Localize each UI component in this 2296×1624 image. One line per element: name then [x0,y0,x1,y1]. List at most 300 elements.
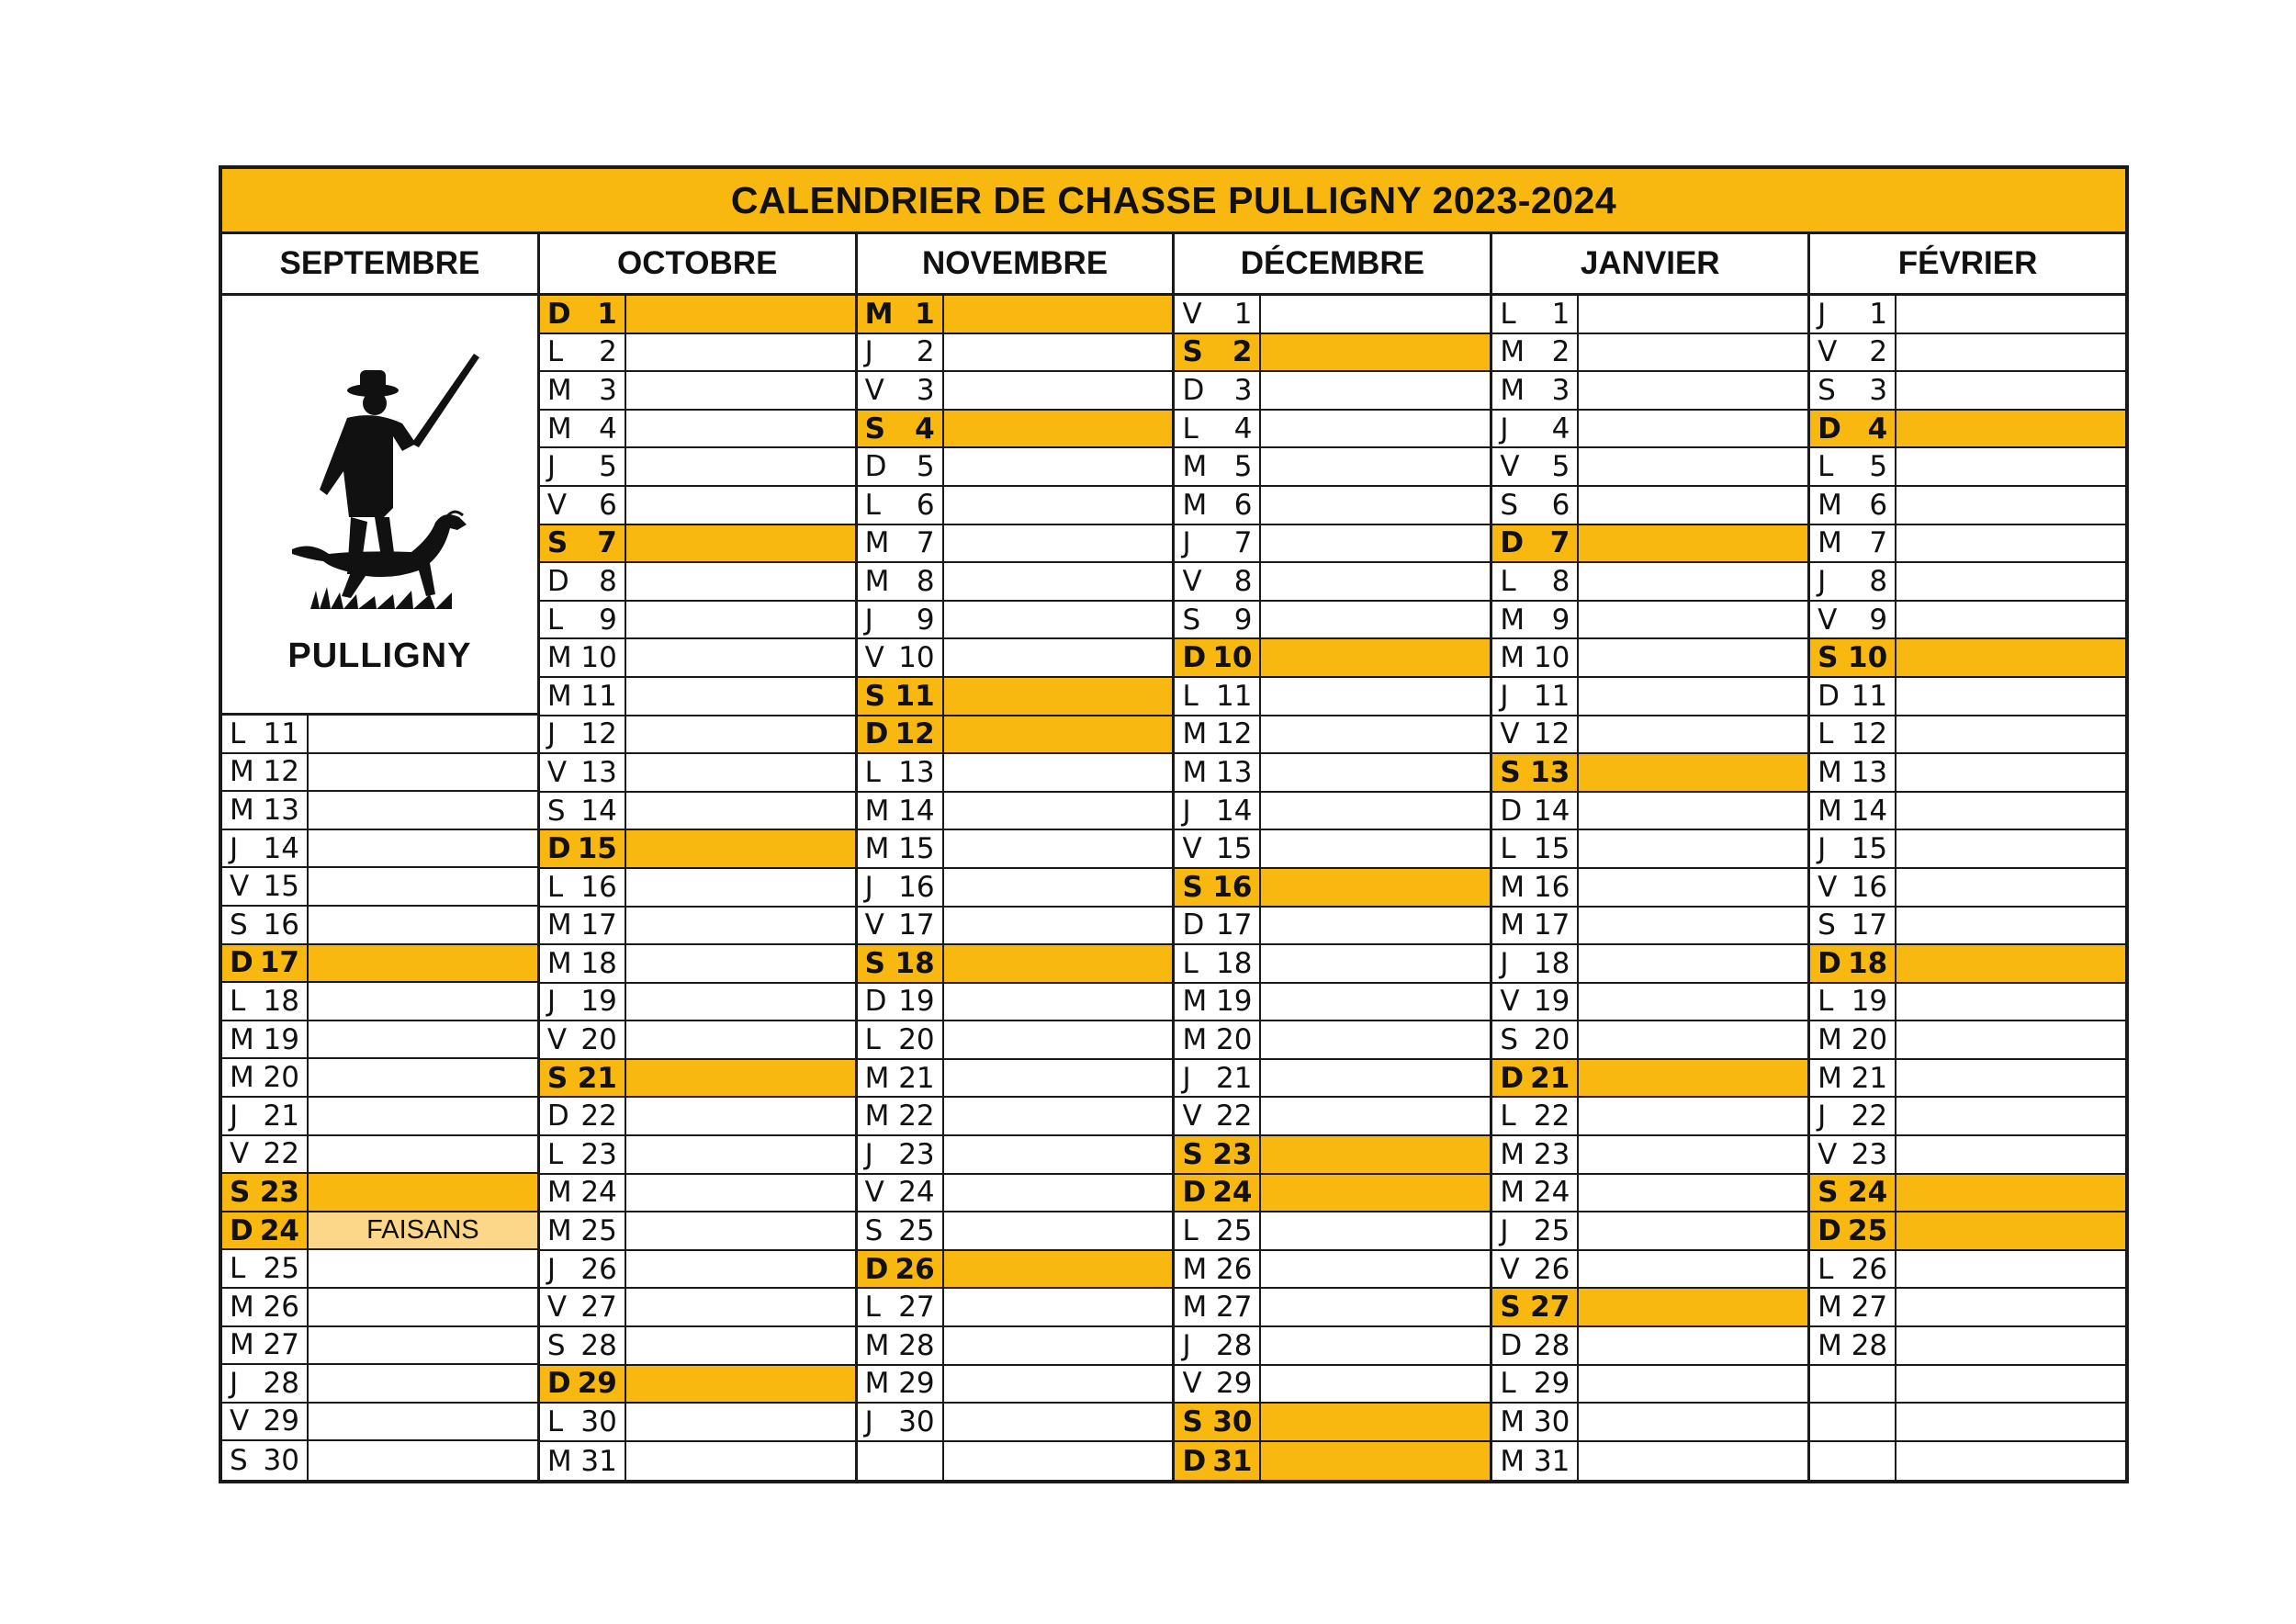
day-row [858,754,1173,793]
day-number: 12 [580,717,617,751]
day-row [858,563,1173,602]
day-row [1810,1060,2125,1099]
day-number: 8 [1551,564,1570,598]
weekday-letter: D [1500,794,1523,828]
day-note [626,754,855,791]
day-row [858,639,1173,678]
day-note [309,1098,537,1134]
day-number: 21 [263,1099,299,1133]
month-header-1: OCTOBRE [540,234,858,293]
day-cell [1492,830,1579,867]
day-row [1810,1289,2125,1327]
day-cell [1175,1060,1261,1097]
day-note [1579,1442,1807,1481]
day-note [626,830,855,867]
day-number: 13 [898,755,935,789]
month-header-0: SEPTEMBRE [222,234,540,293]
day-note [944,830,1173,867]
day-cell [858,1289,944,1325]
day-number: 10 [1533,641,1570,675]
day-number: 30 [263,1444,299,1478]
day-number: 17 [1216,908,1253,942]
day-row [858,716,1173,755]
day-note [1896,793,2125,829]
day-row [858,793,1173,831]
day-cell [858,1404,944,1440]
day-number: 29 [263,1404,299,1438]
weekday-letter: S [864,412,885,445]
day-number: 17 [898,908,935,942]
day-note [1896,984,2125,1021]
day-number: 29 [1216,1367,1253,1401]
day-note [944,1404,1173,1440]
weekday-letter: S [546,1061,568,1095]
day-number: 26 [895,1252,935,1286]
day-row [222,1021,537,1060]
day-row [1492,411,1807,449]
weekday-letter: D [864,985,887,1019]
day-note [1579,563,1807,600]
day-cell [1175,1098,1261,1134]
day-number: 11 [263,716,299,750]
day-cell [1810,1327,1896,1364]
day-row [1492,945,1807,984]
logo-text: PULLIGNY [287,636,472,675]
weekday-letter: L [864,1023,881,1057]
day-cell [1492,1136,1579,1173]
month-header-4: JANVIER [1492,234,1810,293]
day-number: 16 [263,908,299,942]
day-row [1810,296,2125,334]
day-cell [1810,678,1896,715]
day-row [1810,1251,2125,1290]
day-row [858,334,1173,373]
day-row [1175,793,1490,831]
day-cell [540,1366,626,1403]
day-number: 17 [580,908,617,942]
day-cell [1175,602,1261,638]
weekday-letter: V [546,488,568,522]
day-cell [1175,639,1261,676]
day-note [1579,411,1807,447]
weekday-letter: J [1818,564,1827,598]
day-note [1261,563,1490,600]
weekday-letter: D [1182,373,1205,407]
day-cell [1492,602,1579,638]
day-cell [858,1098,944,1134]
day-note [1579,1327,1807,1364]
day-row [1810,793,2125,831]
day-note [944,869,1173,906]
day-row [1175,296,1490,334]
weekday-letter: M [1500,373,1525,407]
day-note [944,1175,1173,1212]
day-note [1896,411,2125,447]
weekday-letter: M [230,1290,254,1324]
weekday-letter: J [864,603,873,637]
day-number: 21 [898,1061,935,1095]
day-cell [1810,1289,1896,1325]
month-column [222,296,540,1480]
weekday-letter: J [1500,412,1509,445]
day-row [540,1289,855,1327]
day-note [626,869,855,906]
day-row [540,945,855,984]
weekday-letter: L [1818,717,1834,751]
day-note [1896,908,2125,944]
weekday-letter: V [1182,1100,1202,1133]
weekday-letter: M [1818,488,1842,522]
day-note [1261,869,1490,906]
day-row [1810,602,2125,640]
day-number: 24 [580,1176,617,1210]
day-note [1579,639,1807,676]
day-cell [540,1212,626,1249]
day-row [1810,1366,2125,1404]
day-cell [1810,487,1896,524]
day-cell [1175,1289,1261,1325]
day-note [626,1251,855,1288]
day-note [1579,334,1807,371]
weekday-letter: M [1500,1137,1525,1171]
day-cell [222,1021,309,1058]
day-note [944,1327,1173,1364]
day-cell [1175,1021,1261,1058]
day-note [1579,869,1807,906]
day-row [1175,1021,1490,1060]
weekday-letter: M [1500,908,1525,942]
day-note [944,334,1173,371]
day-row [1810,984,2125,1022]
day-number: 1 [597,297,617,331]
day-row [1175,1404,1490,1442]
weekday-letter: V [546,755,568,789]
day-note [944,602,1173,638]
weekday-letter: M [1182,1252,1208,1286]
day-number: 23 [580,1137,617,1171]
day-number: 13 [1851,755,1888,789]
day-note [626,678,855,715]
day-number: 11 [1216,679,1253,713]
day-cell [1175,754,1261,791]
weekday-letter: M [864,297,894,331]
day-cell [540,754,626,791]
day-cell [540,1060,626,1097]
day-note [1261,525,1490,562]
day-row [858,1060,1173,1099]
day-number: 26 [1851,1252,1888,1286]
day-row [858,945,1173,984]
weekday-letter: M [1818,1291,1842,1325]
day-note [626,1021,855,1058]
day-number: 24 [898,1176,935,1210]
day-cell [1492,1175,1579,1212]
weekday-letter: S [864,946,885,980]
day-number: 3 [1869,373,1888,407]
day-row [1492,372,1807,411]
day-cell [1175,1366,1261,1403]
day-cell [1175,1327,1261,1364]
day-number: 1 [1869,297,1888,331]
day-note [309,1327,537,1364]
weekday-letter: L [1818,450,1834,484]
weekday-letter: J [1500,1214,1509,1248]
day-cell [540,830,626,867]
day-note [626,1175,855,1212]
weekday-letter: M [864,1367,890,1401]
day-number: 1 [1233,297,1253,331]
day-note [1896,487,2125,524]
day-row [540,1442,855,1481]
day-row [858,908,1173,946]
day-row [540,525,855,564]
day-row [540,1366,855,1404]
weekday-letter: L [1182,679,1199,713]
day-number: 6 [1233,488,1253,522]
weekday-letter: S [1818,908,1836,942]
day-number: 22 [580,1100,617,1133]
day-note [1896,1021,2125,1058]
day-number: 28 [580,1328,617,1362]
day-cell [1175,908,1261,944]
day-row [1492,334,1807,373]
day-note [1261,487,1490,524]
day-note [626,411,855,447]
day-number: 1 [1551,297,1570,331]
day-note [1579,1404,1807,1440]
day-note [626,1136,855,1173]
day-cell [1492,411,1579,447]
weekday-letter: L [1500,832,1516,866]
day-note [1896,372,2125,409]
day-note [944,1251,1173,1288]
weekday-letter: D [230,946,253,980]
day-number: 30 [1212,1405,1253,1439]
day-number: 23 [1212,1137,1253,1171]
weekday-letter: J [546,450,556,484]
weekday-letter: V [546,1291,568,1325]
day-cell [858,334,944,371]
day-row [1175,1251,1490,1290]
day-cell [1810,1442,1896,1481]
weekday-letter: L [230,1252,246,1286]
day-row [858,1021,1173,1060]
day-row [1175,1212,1490,1251]
day-note [1579,793,1807,829]
day-row [1810,1136,2125,1175]
weekday-letter: M [546,679,572,713]
day-number: 16 [898,870,935,904]
day-cell [1492,1442,1579,1481]
day-row [1492,869,1807,908]
day-row [540,1098,855,1136]
day-row [1810,563,2125,602]
day-cell [1492,563,1579,600]
day-cell [1175,716,1261,753]
day-note [309,830,537,867]
day-note [626,1098,855,1134]
day-row [540,1021,855,1060]
day-row [1175,563,1490,602]
weekday-letter: S [1500,488,1518,522]
day-note [944,296,1173,333]
day-row [1492,793,1807,831]
day-number: 20 [898,1023,935,1057]
day-number: 6 [599,488,617,522]
day-number: 11 [1851,679,1888,713]
day-note [626,1404,855,1440]
day-note [1579,1175,1807,1212]
day-number: 22 [1851,1100,1888,1133]
day-cell [1492,1098,1579,1134]
weekday-letter: M [864,794,890,828]
day-number: 16 [1851,870,1888,904]
weekday-letter: S [230,908,248,942]
day-row [1175,525,1490,564]
day-note [1896,1175,2125,1212]
day-number: 20 [1216,1023,1253,1057]
weekday-letter: M [1818,794,1842,828]
day-note [944,793,1173,829]
day-note [1261,793,1490,829]
day-cell [1810,1136,1896,1173]
day-number: 20 [1533,1023,1570,1057]
weekday-letter: V [1500,1252,1520,1286]
weekday-letter: M [1500,870,1525,904]
day-cell [1175,984,1261,1021]
day-note [1579,830,1807,867]
day-number: 21 [1530,1061,1570,1095]
day-cell [1492,372,1579,409]
day-cell [1175,1251,1261,1288]
weekday-letter: M [546,946,572,980]
day-cell [540,296,626,333]
day-note [1579,678,1807,715]
day-cell [540,1289,626,1325]
weekday-letter: M [1182,488,1208,522]
day-number: 20 [1851,1023,1888,1057]
day-number: 21 [1851,1061,1888,1095]
day-note [1261,296,1490,333]
day-cell [858,411,944,447]
weekday-letter: M [864,1061,890,1095]
day-number: 6 [1869,488,1888,522]
day-note [309,1021,537,1058]
day-note [944,1021,1173,1058]
day-row [540,1060,855,1099]
day-cell [1492,1289,1579,1325]
day-cell [1810,334,1896,371]
day-row [1175,908,1490,946]
day-number: 4 [1233,412,1253,445]
day-cell [1175,945,1261,982]
weekday-letter: D [546,564,569,598]
day-number: 7 [1869,526,1888,560]
day-row [222,1098,537,1136]
day-number: 27 [898,1291,935,1325]
day-note [1896,334,2125,371]
day-note [1896,1442,2125,1481]
day-note [1896,1366,2125,1403]
day-row [1175,869,1490,908]
day-cell [222,1250,309,1287]
day-note [309,716,537,752]
day-row [540,639,855,678]
day-note [1896,1136,2125,1173]
day-note [1261,411,1490,447]
day-row [858,525,1173,564]
weekday-letter: M [864,526,890,560]
weekday-letter: J [1182,526,1191,560]
day-note [1896,945,2125,982]
day-cell [1175,1212,1261,1249]
day-cell [1175,1175,1261,1212]
day-note [1261,334,1490,371]
day-cell [540,525,626,562]
day-cell [858,793,944,829]
weekday-letter: M [1818,1023,1842,1057]
day-cell [1492,869,1579,906]
day-number: 21 [1216,1061,1253,1095]
club-logo [222,296,537,716]
day-number: 12 [1533,717,1570,751]
day-number: 2 [599,335,617,369]
day-row [540,334,855,373]
weekday-letter: L [1182,946,1199,980]
day-cell [222,945,309,982]
day-row [1175,830,1490,869]
day-cell [222,983,309,1020]
day-number: 10 [1212,641,1253,675]
day-cell [858,869,944,906]
day-note [309,1441,537,1480]
day-cell [222,830,309,867]
day-cell [1810,1212,1896,1249]
day-row [1492,908,1807,946]
day-row [1175,411,1490,449]
weekday-letter: S [546,794,566,828]
day-number: 11 [580,679,617,713]
weekday-letter: J [1182,1328,1191,1362]
day-number: 30 [1533,1405,1570,1439]
day-cell [222,1441,309,1480]
weekday-letter: V [1500,985,1520,1019]
day-note [1261,1021,1490,1058]
day-note [1896,716,2125,753]
day-number: 11 [1533,679,1570,713]
day-cell [222,1136,309,1173]
day-note [1579,1212,1807,1249]
day-row [858,869,1173,908]
day-row [222,868,537,907]
weekday-letter: V [1500,450,1520,484]
day-row [222,830,537,869]
day-cell [1492,984,1579,1021]
day-number: 26 [580,1252,617,1286]
day-number: 3 [1551,373,1570,407]
day-cell [858,448,944,485]
day-row [1175,945,1490,984]
day-number: 28 [1216,1328,1253,1362]
weekday-letter: V [1818,870,1838,904]
day-row [540,984,855,1022]
day-cell [1175,830,1261,867]
day-number: 22 [1533,1100,1570,1133]
day-note [1261,830,1490,867]
day-cell [1175,334,1261,371]
day-cell [540,334,626,371]
weekday-letter: D [546,297,571,331]
